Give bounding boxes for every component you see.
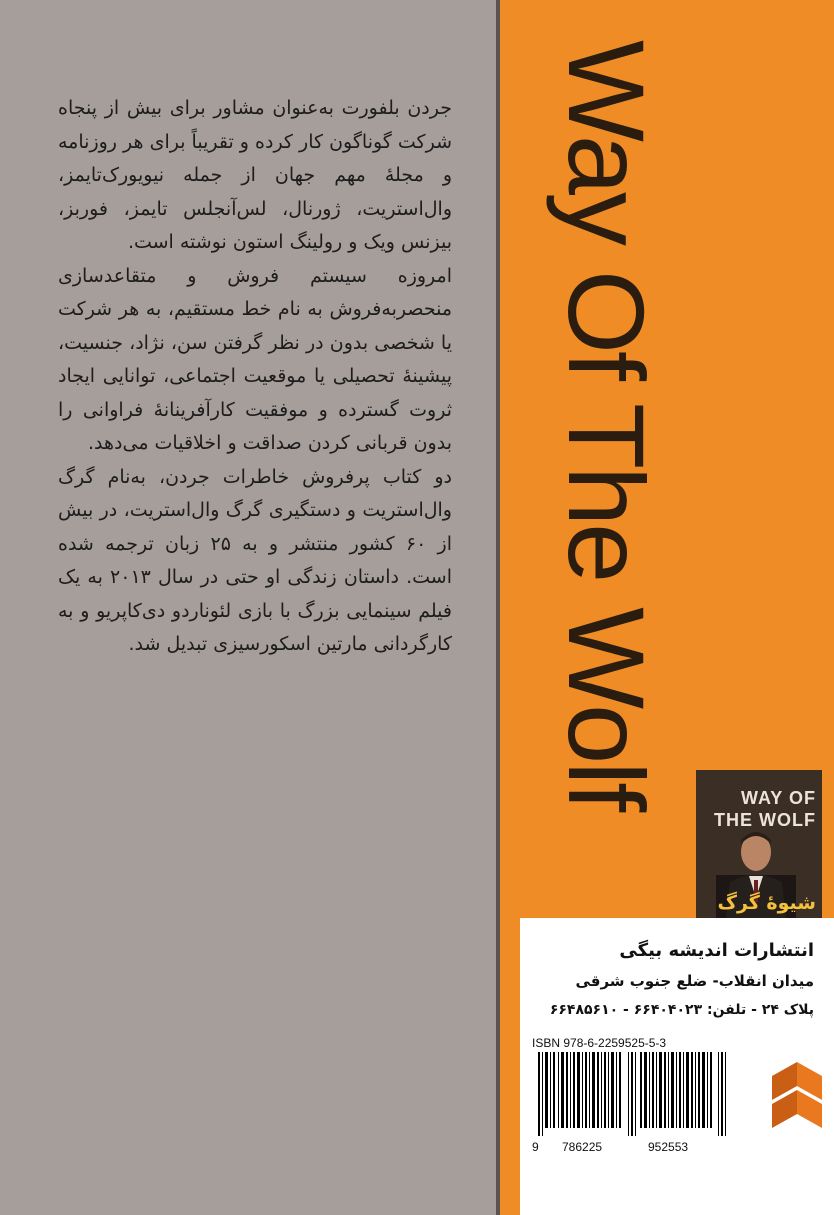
publisher-logo-icon xyxy=(770,1060,824,1134)
barcode-digits-mid: 786225 xyxy=(562,1140,603,1154)
publisher-info-box xyxy=(520,918,834,1215)
mini-cover-persian-title: شیوهٔ گرگ xyxy=(717,892,816,914)
mini-cover-thumbnail xyxy=(696,770,822,920)
mini-cover-title-line1: WAY OF xyxy=(740,788,816,808)
spine-title: Way Of The Wolf xyxy=(546,40,667,810)
publisher-address: میدان انقلاب- ضلع جنوب شرقی xyxy=(575,972,814,990)
description-paragraph-1: جردن بلفورت به‌عنوان مشاور برای بیش از پنجاه شرکت گوناگون کار کرده و تقریباً برای هر روزنامه و مجلهٔ مهم جهان از جمله نیویورک‌تایمز، وال‌استریت، ژورنال، لس‌آنجلس تایمز، فوربز، بیزنس ویک و رولینگ استون نوشته است. xyxy=(58,97,452,253)
mini-cover-title-line2: THE WOLF xyxy=(714,810,816,830)
barcode-icon xyxy=(532,1052,732,1136)
publisher-name: انتشارات اندیشه بیگی xyxy=(619,940,814,961)
barcode-digit-left: 9 xyxy=(532,1140,539,1154)
description-paragraph-3: دو کتاب پرفروش خاطرات جردن، به‌نام گرگ وال‌استریت و دستگیری گرگ وال‌استریت، در بیش از ۶۰ کشور منتشر و به ۲۵ زبان ترجمه شده است. داستان زندگی او حتی در سال ۲۰۱۳ به یک فیلم سینمایی بزرگ با بازی لئوناردو دی‌کاپریو و به کارگردانی مارتین اسکورسیزی تبدیل شد. xyxy=(58,465,452,655)
description-paragraph-2: امروزه سیستم فروش و متقاعدسازی منحصربه‌فروش به نام خط مستقیم، به هر شرکت یا شخصی بدون در نظر گرفتن سن، نژاد، جنسیت، پیشینهٔ تحصیلی یا موقعیت اجتماعی، توانایی ایجاد ثروت گسترده و موفقیت کارآفرینانهٔ فراوانی را بدون قربانی کردن صداقت و اخلاقیات می‌دهد. xyxy=(58,264,452,454)
description-text xyxy=(58,92,452,662)
publisher-phone: پلاک ۲۴ - تلفن: ۶۶۴۰۴۰۲۳ - ۶۶۴۸۵۶۱۰ xyxy=(549,1002,814,1018)
isbn-label: ISBN 978-6-2259525-5-3 xyxy=(532,1036,667,1050)
barcode-digits-right: 952553 xyxy=(648,1140,689,1154)
spine-title-area xyxy=(540,40,667,920)
